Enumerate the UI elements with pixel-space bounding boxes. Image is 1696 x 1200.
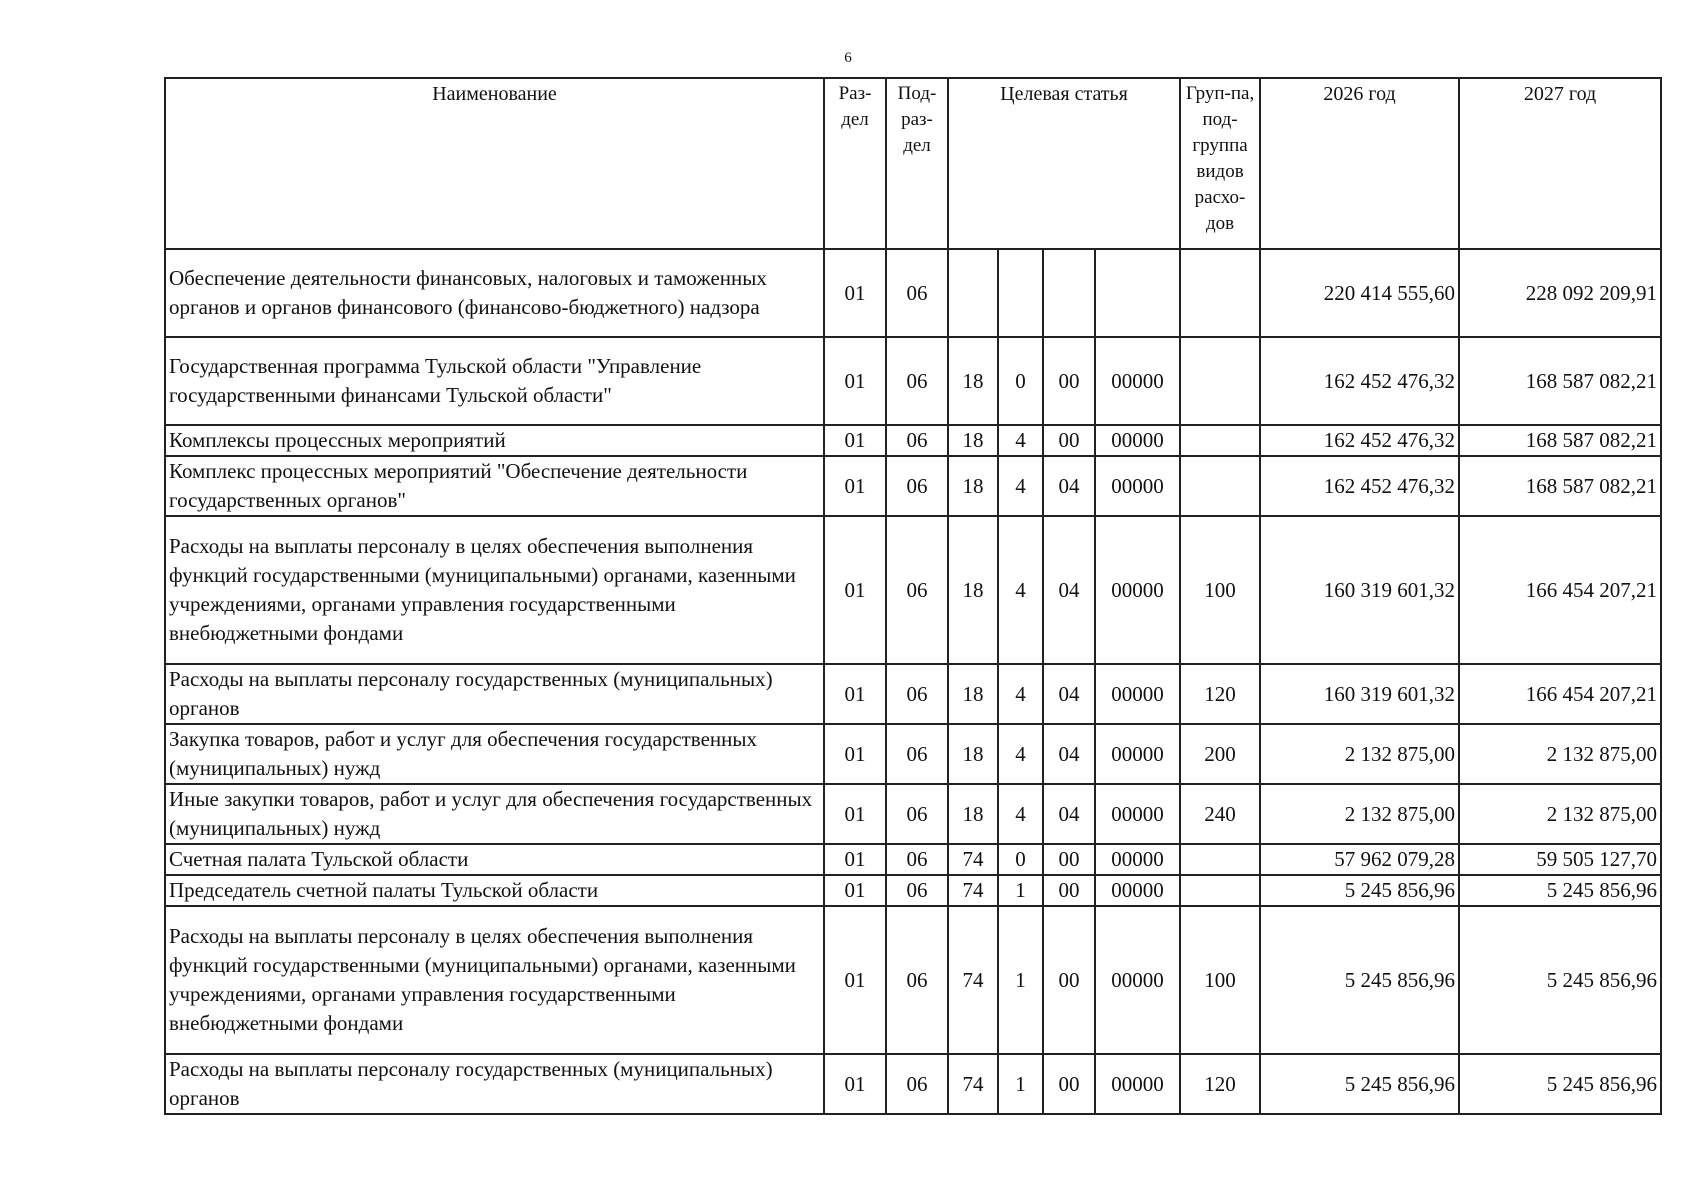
row-target-subprogram: 04: [1043, 456, 1095, 516]
row-target-direction: 00000: [1095, 516, 1180, 664]
row-subsection: 06: [886, 724, 948, 784]
row-expense-group: [1180, 249, 1260, 337]
row-subsection: 06: [886, 516, 948, 664]
row-target-program: 74: [948, 1054, 998, 1114]
row-target-subprogram: 04: [1043, 516, 1095, 664]
row-target-type: 4: [998, 516, 1043, 664]
row-target-subprogram: 00: [1043, 425, 1095, 456]
row-target-type: 0: [998, 844, 1043, 875]
row-amount-2027: 5 245 856,96: [1459, 906, 1661, 1054]
table-row: [165, 337, 1661, 425]
row-expense-group: [1180, 844, 1260, 875]
row-amount-2027: 2 132 875,00: [1459, 784, 1661, 844]
row-target-direction: 00000: [1095, 337, 1180, 425]
header-year-2027: 2027 год: [1459, 78, 1661, 249]
row-target-program: 18: [948, 784, 998, 844]
row-amount-2027: 168 587 082,21: [1459, 456, 1661, 516]
page-number: 6: [844, 50, 852, 66]
row-name: Государственная программа Тульской области "Управление государственными финансами Тульской области": [165, 337, 824, 425]
row-target-program: 18: [948, 724, 998, 784]
row-target-type: 4: [998, 456, 1043, 516]
table-row: [165, 906, 1661, 1054]
row-section: 01: [824, 425, 886, 456]
row-subsection: 06: [886, 875, 948, 906]
row-expense-group: 200: [1180, 724, 1260, 784]
row-amount-2026: 160 319 601,32: [1260, 664, 1459, 724]
row-name: Закупка товаров, работ и услуг для обеспечения государственных (муниципальных) нужд: [165, 724, 824, 784]
row-target-subprogram: 00: [1043, 337, 1095, 425]
row-target-program: 18: [948, 337, 998, 425]
row-expense-group: [1180, 875, 1260, 906]
row-subsection: 06: [886, 784, 948, 844]
row-target-type: 0: [998, 337, 1043, 425]
row-target-direction: 00000: [1095, 425, 1180, 456]
row-target-program: 18: [948, 456, 998, 516]
row-subsection: 06: [886, 249, 948, 337]
table-row: [165, 875, 1661, 906]
row-section: 01: [824, 249, 886, 337]
row-name: Расходы на выплаты персоналу в целях обеспечения выполнения функций государственными (муниципальными) органами, казенными учреждениями, органами управления государственными внебюджетными фондами: [165, 906, 824, 1054]
row-target-direction: 00000: [1095, 664, 1180, 724]
table-row: [165, 249, 1661, 337]
row-amount-2026: 162 452 476,32: [1260, 456, 1459, 516]
header-subsection: Под-раз-дел: [886, 78, 948, 249]
row-amount-2027: 228 092 209,91: [1459, 249, 1661, 337]
row-target-type: [998, 249, 1043, 337]
row-section: 01: [824, 516, 886, 664]
row-name: Счетная палата Тульской области: [165, 844, 824, 875]
header-name: Наименование: [165, 78, 824, 249]
table-row: [165, 1054, 1661, 1114]
row-subsection: 06: [886, 425, 948, 456]
row-name: Комплекс процессных мероприятий "Обеспечение деятельности государственных органов": [165, 456, 824, 516]
row-target-subprogram: 04: [1043, 784, 1095, 844]
row-amount-2026: 162 452 476,32: [1260, 337, 1459, 425]
row-target-program: 18: [948, 425, 998, 456]
row-amount-2027: 166 454 207,21: [1459, 664, 1661, 724]
row-expense-group: [1180, 337, 1260, 425]
table-row: [165, 724, 1661, 784]
row-subsection: 06: [886, 906, 948, 1054]
row-target-subprogram: 00: [1043, 844, 1095, 875]
row-target-direction: 00000: [1095, 906, 1180, 1054]
row-expense-group: 100: [1180, 516, 1260, 664]
row-section: 01: [824, 337, 886, 425]
table-row: [165, 784, 1661, 844]
row-section: 01: [824, 1054, 886, 1114]
table-row: [165, 516, 1661, 664]
row-name: Расходы на выплаты персоналу в целях обеспечения выполнения функций государственными (муниципальными) органами, казенными учреждениями, органами управления государственными внебюджетными фондами: [165, 516, 824, 664]
row-amount-2027: 166 454 207,21: [1459, 516, 1661, 664]
row-target-direction: 00000: [1095, 875, 1180, 906]
row-target-subprogram: 00: [1043, 906, 1095, 1054]
row-amount-2027: 5 245 856,96: [1459, 1054, 1661, 1114]
row-amount-2027: 168 587 082,21: [1459, 337, 1661, 425]
row-target-direction: 00000: [1095, 724, 1180, 784]
row-target-program: 74: [948, 844, 998, 875]
row-expense-group: 240: [1180, 784, 1260, 844]
table-row: [165, 425, 1661, 456]
table-row: [165, 456, 1661, 516]
row-subsection: 06: [886, 456, 948, 516]
row-target-type: 4: [998, 425, 1043, 456]
row-target-direction: 00000: [1095, 784, 1180, 844]
row-target-type: 4: [998, 784, 1043, 844]
row-target-type: 1: [998, 875, 1043, 906]
row-name: Обеспечение деятельности финансовых, налоговых и таможенных органов и органов финансового (финансово-бюджетного) надзора: [165, 249, 824, 337]
row-target-direction: [1095, 249, 1180, 337]
row-subsection: 06: [886, 1054, 948, 1114]
row-amount-2026: 5 245 856,96: [1260, 906, 1459, 1054]
row-target-type: 4: [998, 724, 1043, 784]
header-target-article: Целевая статья: [948, 78, 1180, 249]
row-amount-2026: 160 319 601,32: [1260, 516, 1459, 664]
row-target-subprogram: 04: [1043, 664, 1095, 724]
row-target-program: [948, 249, 998, 337]
row-target-type: 1: [998, 906, 1043, 1054]
row-section: 01: [824, 844, 886, 875]
row-section: 01: [824, 784, 886, 844]
row-amount-2026: 2 132 875,00: [1260, 784, 1459, 844]
row-target-direction: 00000: [1095, 456, 1180, 516]
row-name: Председатель счетной палаты Тульской области: [165, 875, 824, 906]
row-amount-2026: 5 245 856,96: [1260, 1054, 1459, 1114]
row-expense-group: 120: [1180, 1054, 1260, 1114]
row-amount-2026: 162 452 476,32: [1260, 425, 1459, 456]
row-amount-2026: 5 245 856,96: [1260, 875, 1459, 906]
row-expense-group: [1180, 456, 1260, 516]
row-target-program: 74: [948, 875, 998, 906]
row-subsection: 06: [886, 337, 948, 425]
row-expense-group: 100: [1180, 906, 1260, 1054]
row-target-direction: 00000: [1095, 1054, 1180, 1114]
row-target-subprogram: 00: [1043, 875, 1095, 906]
budget-table: [164, 77, 1662, 1115]
row-target-program: 74: [948, 906, 998, 1054]
row-amount-2027: 2 132 875,00: [1459, 724, 1661, 784]
row-target-subprogram: 04: [1043, 724, 1095, 784]
row-target-type: 1: [998, 1054, 1043, 1114]
row-subsection: 06: [886, 844, 948, 875]
row-target-program: 18: [948, 516, 998, 664]
row-name: Комплексы процессных мероприятий: [165, 425, 824, 456]
row-target-subprogram: [1043, 249, 1095, 337]
table-row: [165, 664, 1661, 724]
row-section: 01: [824, 664, 886, 724]
table-header-row: [165, 78, 1661, 249]
row-amount-2026: 57 962 079,28: [1260, 844, 1459, 875]
row-expense-group: 120: [1180, 664, 1260, 724]
header-section: Раз-дел: [824, 78, 886, 249]
row-name: Расходы на выплаты персоналу государственных (муниципальных) органов: [165, 664, 824, 724]
row-name: Расходы на выплаты персоналу государственных (муниципальных) органов: [165, 1054, 824, 1114]
header-expense-group: Груп-па, под-группа видов расхо-дов: [1180, 78, 1260, 249]
row-expense-group: [1180, 425, 1260, 456]
row-amount-2026: 220 414 555,60: [1260, 249, 1459, 337]
row-name: Иные закупки товаров, работ и услуг для обеспечения государственных (муниципальных) нужд: [165, 784, 824, 844]
table-row: [165, 844, 1661, 875]
row-target-direction: 00000: [1095, 844, 1180, 875]
row-subsection: 06: [886, 664, 948, 724]
row-amount-2026: 2 132 875,00: [1260, 724, 1459, 784]
row-amount-2027: 168 587 082,21: [1459, 425, 1661, 456]
row-section: 01: [824, 456, 886, 516]
row-amount-2027: 5 245 856,96: [1459, 875, 1661, 906]
row-amount-2027: 59 505 127,70: [1459, 844, 1661, 875]
row-target-program: 18: [948, 664, 998, 724]
row-section: 01: [824, 875, 886, 906]
row-target-subprogram: 00: [1043, 1054, 1095, 1114]
row-section: 01: [824, 724, 886, 784]
header-year-2026: 2026 год: [1260, 78, 1459, 249]
row-section: 01: [824, 906, 886, 1054]
row-target-type: 4: [998, 664, 1043, 724]
